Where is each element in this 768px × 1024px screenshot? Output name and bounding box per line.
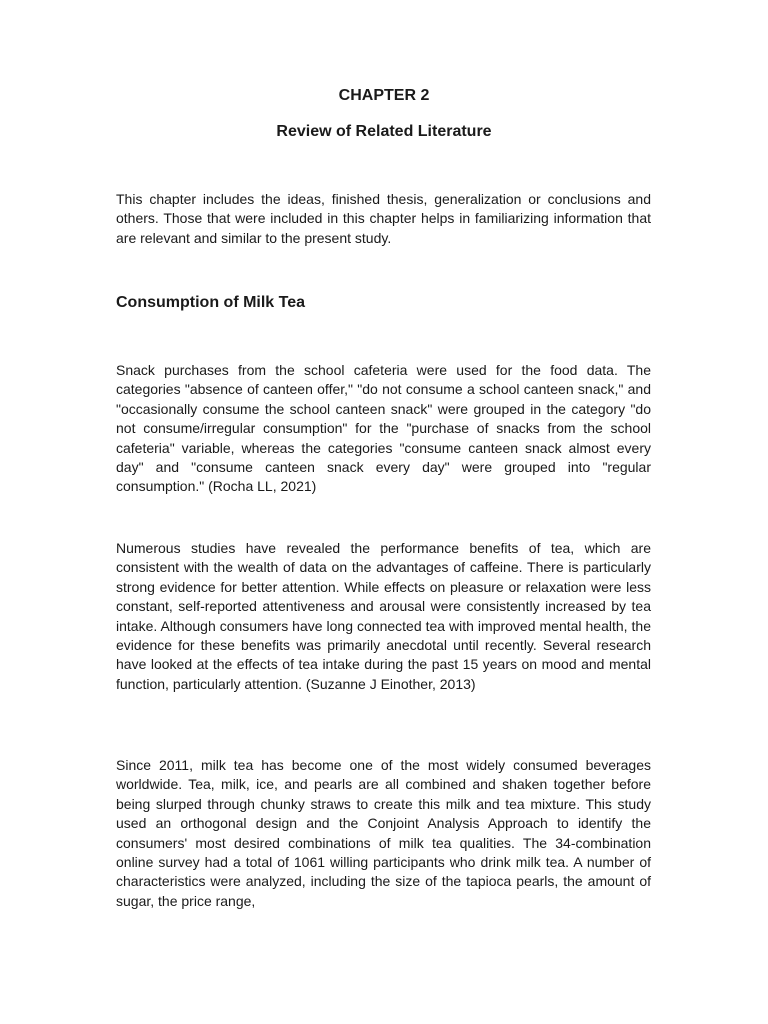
chapter-number: CHAPTER 2 [338,87,430,104]
body-paragraph-1: Snack purchases from the school cafeteria were used for the food data. The categories "absence of canteen offer," "do not consume a school canteen snack," and "occasionally consume the school canteen snack" were grouped in the category "do not consume/irregular consumption" for the "purchase of snacks from the school cafeteria" variable, whereas the categories "consume canteen snack almost every day" and "consume canteen snack every day" were grouped into "regular consumption." (Rocha LL, 2021) [116,362,651,495]
section-heading: Consumption of Milk Tea [116,294,306,311]
body-paragraph-3: Since 2011, milk tea has become one of the most widely consumed beverages worldwide. Tea, milk, ice, and pearls are all combined and shaken together before being slurped through chunky straws to create this milk and tea mixture. This study used an orthogonal design and the Conjoint Analysis Approach to identify the consumers' most desired combinations of milk tea qualities. The 34-combination online survey had a total of 1061 willing participants who drink milk tea. A number of characteristics were analyzed, including the size of the tapioca pearls, the amount of sugar, the price range, [116,757,651,909]
body-paragraph-2: Numerous studies have revealed the performance benefits of tea, which are consistent with the wealth of data on the advantages of caffeine. There is particularly strong evidence for better attention. While effects on pleasure or relaxation were less constant, self-reported attentiveness and arousal were consistently increased by tea intake. Although consumers have long connected tea with improved mental health, the evidence for these benefits was primarily anecdotal until recently. Several research have looked at the effects of tea intake during the past 15 years on mood and mental function, particularly attention. (Suzanne J Einother, 2013) [116,540,651,692]
intro-paragraph: This chapter includes the ideas, finished thesis, generalization or conclusions and others. Those that were included in this chapter helps in familiarizing information that are relevant and similar to the present study. [116,191,651,246]
chapter-title: Review of Related Literature [276,123,492,140]
